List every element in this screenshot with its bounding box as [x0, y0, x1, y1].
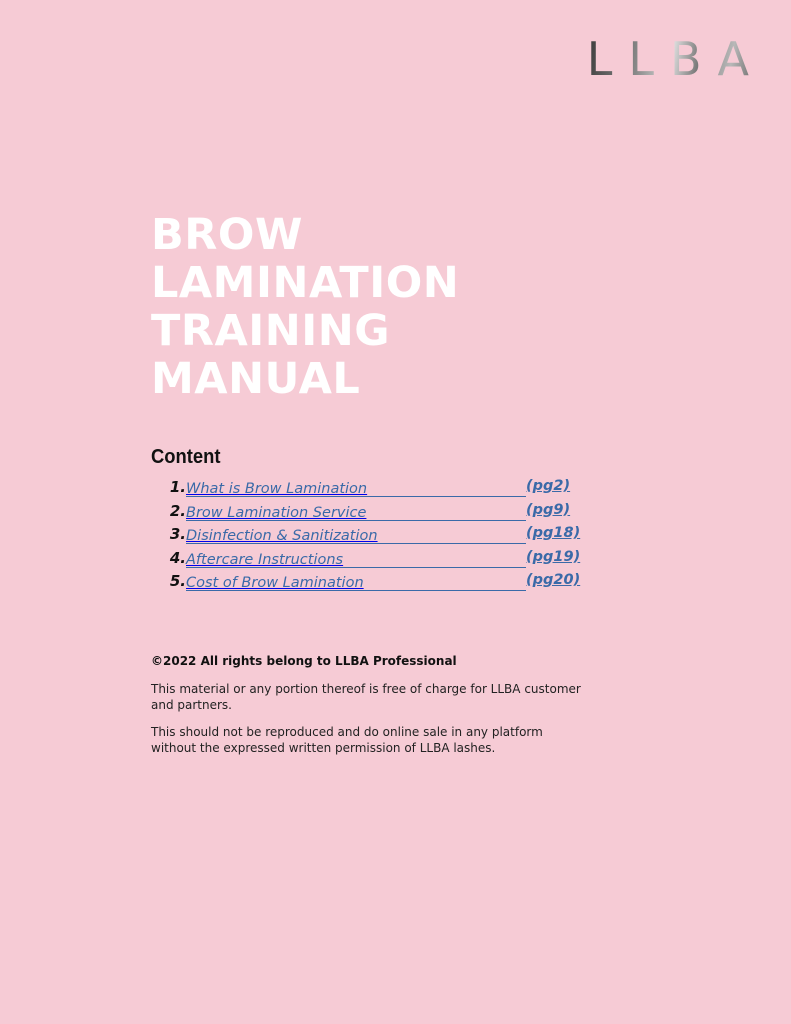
- toc-number: 1.: [169, 478, 186, 496]
- reproduction-notice: This should not be reproduced and do online sale in any platform without the expressed written permission of LLBA lashes.: [151, 725, 543, 755]
- toc-number: 5.: [169, 572, 186, 590]
- toc-item-brow-lamination-service: [160, 502, 580, 526]
- toc-item-what-is-brow-lamination: [160, 478, 580, 502]
- toc-number: 2.: [169, 501, 186, 520]
- title-line: BROW: [151, 210, 303, 260]
- toc-page-ref: (pg19): [526, 548, 581, 565]
- toc-number: 3.: [169, 525, 186, 543]
- toc-page-ref: (pg20): [526, 572, 581, 588]
- toc-underline: [186, 590, 526, 591]
- toc-page-ref: (pg18): [526, 525, 581, 541]
- manual-title: [151, 211, 459, 403]
- toc-link-label: What is Brow Lamination: [186, 481, 368, 497]
- toc-page-ref: (pg9): [526, 501, 571, 518]
- toc-item-cost-of-brow-lamination: [160, 572, 580, 596]
- toc-number: 4.: [169, 548, 186, 567]
- toc-underline: [186, 496, 526, 497]
- table-of-contents: [160, 478, 580, 596]
- toc-link-cost-of-brow-lamination[interactable]: [186, 572, 581, 591]
- toc-link-what-is-brow-lamination[interactable]: [186, 478, 571, 497]
- toc-underline: [186, 520, 526, 521]
- toc-link-disinfection-sanitization[interactable]: [186, 525, 581, 544]
- title-line: LAMINATION: [151, 258, 460, 308]
- toc-link-aftercare-instructions[interactable]: [186, 548, 581, 568]
- usage-notice: This material or any portion thereof is free of charge for LLBA customer and partners.: [151, 682, 581, 712]
- title-line: TRAINING: [151, 306, 390, 356]
- toc-page-ref: (pg2): [526, 478, 571, 494]
- title-line: MANUAL: [151, 354, 361, 404]
- toc-item-aftercare-instructions: [160, 549, 580, 573]
- toc-link-label: Cost of Brow Lamination: [186, 575, 364, 591]
- llba-logo: LLBA: [586, 32, 765, 86]
- toc-link-label: Aftercare Instructions: [186, 551, 344, 568]
- toc-link-brow-lamination-service[interactable]: [186, 501, 571, 521]
- toc-underline: [186, 543, 526, 544]
- toc-item-disinfection-sanitization: [160, 525, 580, 549]
- toc-link-label: Disinfection & Sanitization: [186, 528, 378, 544]
- copyright-notice: ©2022 All rights belong to LLBA Professional: [151, 654, 457, 668]
- toc-underline: [186, 567, 526, 568]
- toc-link-label: Brow Lamination Service: [186, 504, 367, 521]
- content-heading: Content: [151, 446, 221, 468]
